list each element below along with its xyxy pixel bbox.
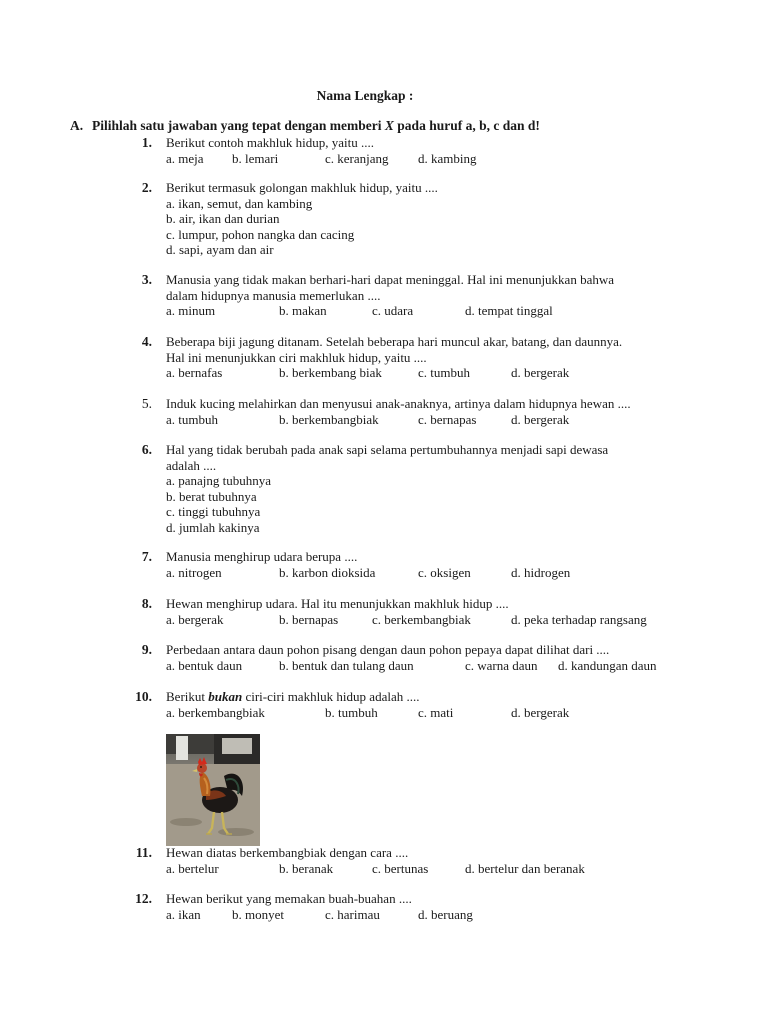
rooster-image-icon [166, 734, 260, 846]
question-stem: Perbedaan antara daun pohon pisang dengan daun pohon pepaya dapat dilihat dari .... [166, 642, 610, 657]
option-d: d. peka terhadap rangsang [511, 611, 647, 627]
option-b: b. air, ikan dan durian [166, 211, 280, 226]
option-d: d. jumlah kakinya [166, 519, 260, 535]
answer-options [166, 907, 674, 923]
option-c: c. tinggi tubuhnya [166, 504, 261, 519]
option-c: c. bernapas [418, 411, 477, 427]
option-d: d. bertelur dan beranak [465, 860, 585, 876]
rooster-photo [166, 734, 260, 846]
option-a: a. nitrogen [166, 564, 222, 580]
question-number: 3. [141, 272, 152, 287]
option-a: a. ikan [166, 906, 201, 922]
option-a: a. bertelur [166, 860, 219, 876]
option-a: a. berkembangbiak [166, 704, 265, 720]
answer-options [166, 303, 674, 319]
option-d: d. bergerak [511, 411, 570, 427]
option-b: b. bentuk dan tulang daun [279, 657, 414, 673]
question-number: 2. [141, 180, 152, 195]
answer-options [166, 151, 674, 167]
option-c: c. bertunas [372, 860, 429, 876]
stem-after: ciri-ciri makhluk hidup adalah .... [245, 689, 420, 704]
question-number: 6. [141, 442, 152, 457]
option-b: b. berkembang biak [279, 365, 382, 380]
option-c: c. warna daun [465, 657, 538, 673]
option-a: a. bernafas [166, 365, 223, 380]
question-number: 5. [141, 396, 152, 411]
question-stem: Manusia menghirup udara berupa .... [166, 549, 358, 564]
option-d: d. bergerak [511, 704, 570, 720]
question-stem [166, 689, 674, 705]
answer-options [166, 705, 674, 721]
section-instruction-before: Pilihlah satu jawaban yang tepat dengan memberi [92, 118, 382, 133]
option-d: d. bergerak [511, 365, 570, 380]
option-d: d. kandungan daun [558, 657, 657, 673]
option-c: c. tumbuh [418, 365, 470, 380]
question-number: 12. [135, 891, 152, 906]
question-stem: Berikut termasuk golongan makhluk hidup, yaitu .... [166, 180, 438, 195]
question-stem-line-1: Beberapa biji jagung ditanam. Setelah beberapa hari muncul akar, batang, dan daunnya. [166, 334, 623, 349]
answer-options [166, 365, 674, 381]
option-d: d. tempat tinggal [465, 303, 553, 318]
option-b: b. lemari [232, 150, 279, 166]
option-d: d. hidrogen [511, 564, 571, 580]
option-b: b. berat tubuhnya [166, 488, 257, 504]
option-c: c. mati [418, 704, 454, 720]
option-b: b. tumbuh [325, 704, 378, 720]
option-a: a. meja [166, 150, 204, 166]
question-number: 4. [141, 334, 152, 349]
question-stem-line-1: Manusia yang tidak makan berhari-hari dapat meninggal. Hal ini menunjukkan bahwa [166, 272, 614, 287]
stem-before: Berikut [166, 689, 205, 704]
question-stem: Hewan berikut yang memakan buah-buahan .... [166, 891, 412, 906]
option-d: d. sapi, ayam dan air [166, 242, 274, 257]
option-a: a. ikan, semut, dan kambing [166, 195, 313, 211]
question-number: 8. [141, 596, 152, 611]
answer-options [166, 658, 674, 674]
option-c: c. udara [372, 303, 414, 318]
option-c: c. berkembangbiak [372, 611, 471, 627]
stem-emphasis: bukan [208, 689, 243, 704]
option-b: b. bernapas [279, 611, 339, 627]
question-stem: Hewan diatas berkembangbiak dengan cara .... [166, 845, 409, 860]
option-a: a. minum [166, 303, 216, 318]
answer-options [166, 565, 674, 581]
answer-options [166, 412, 674, 428]
option-b: b. monyet [232, 906, 284, 922]
question-number: 10. [135, 689, 152, 704]
option-c: c. oksigen [418, 564, 471, 580]
option-a: a. bentuk daun [166, 657, 243, 673]
question-stem-line-2: dalam hidupnya manusia memerlukan .... [166, 287, 381, 303]
question-stem-line-2: Hal ini menunjukkan ciri makhluk hidup, yaitu .... [166, 349, 427, 365]
question-stem: Induk kucing melahirkan dan menyusui anak-anaknya, artinya dalam hidupnya hewan .... [166, 396, 631, 411]
question-number: 11. [135, 845, 152, 860]
option-a: a. tumbuh [166, 411, 218, 427]
option-d: d. beruang [418, 906, 473, 922]
option-a: a. bergerak [166, 611, 224, 627]
question-stem-line-2: adalah .... [166, 457, 217, 473]
option-b: b. makan [279, 303, 327, 318]
question-number: 1. [141, 135, 152, 150]
option-c: c. harimau [325, 906, 380, 922]
section-instruction-mark: X [384, 118, 394, 133]
option-b: b. karbon dioksida [279, 564, 376, 580]
answer-options [166, 612, 674, 628]
section-letter: A. [70, 118, 84, 133]
section-heading [70, 118, 540, 134]
page-title: Nama Lengkap : [316, 88, 414, 103]
question-stem: Berikut contoh makhluk hidup, yaitu .... [166, 135, 374, 150]
option-b: b. berkembangbiak [279, 411, 379, 427]
question-stem-line-1: Hal yang tidak berubah pada anak sapi selama pertumbuhannya menjadi sapi dewasa [166, 442, 609, 457]
question-number: 9. [141, 642, 152, 657]
option-a: a. panajng tubuhnya [166, 473, 272, 488]
question-number: 7. [141, 549, 152, 564]
answer-options [166, 861, 674, 877]
option-d: d. kambing [418, 150, 477, 166]
question-stem: Hewan menghirup udara. Hal itu menunjukkan makhluk hidup .... [166, 596, 509, 611]
option-b: b. beranak [279, 860, 334, 876]
option-c: c. lumpur, pohon nangka dan cacing [166, 226, 355, 242]
section-instruction-after: pada huruf a, b, c dan d! [397, 118, 540, 133]
option-c: c. keranjang [325, 150, 389, 166]
